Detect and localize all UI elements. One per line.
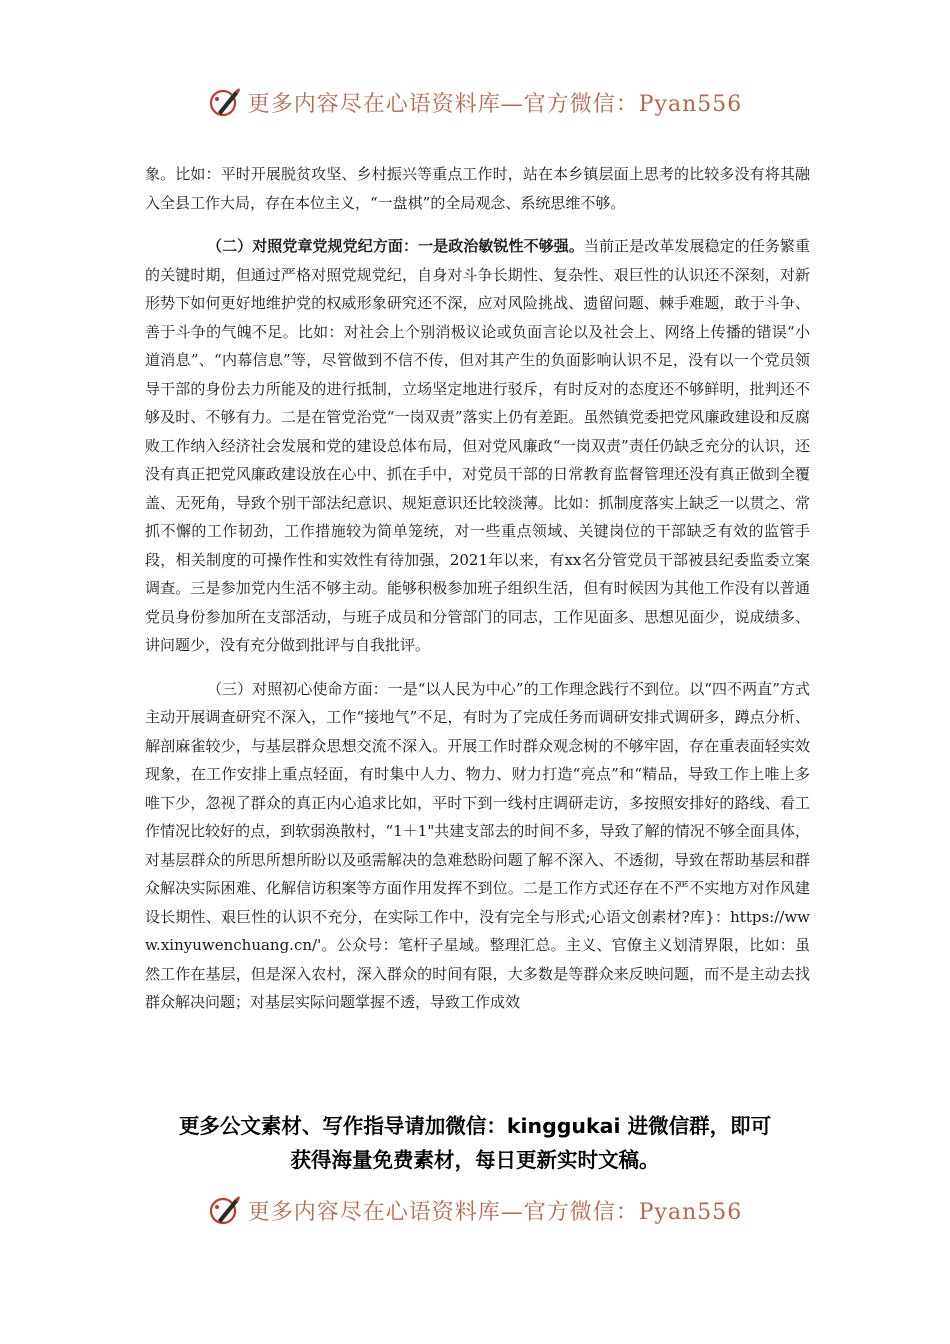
pen-logo-icon — [208, 85, 242, 119]
footer-banner — [0, 1188, 950, 1232]
header-banner-text: 更多内容尽在心语资料库—官方微信：Pyan556 — [247, 91, 743, 117]
paragraph-2-heading: （二）对照党章党规党纪方面：一是政治敏锐性不够强。 — [207, 237, 584, 255]
footer-banner-text: 更多内容尽在心语资料库—官方微信：Pyan556 — [247, 1199, 743, 1225]
document-body — [145, 160, 810, 1017]
paragraph-3: （三）对照初心使命方面：一是“以人民为中心”的工作理念践行不到位。以“四不两直”方式主动开展调查研究不深入，工作“接地气”不足，有时为了完成任务而调研安排式调研多，蹲点分析、解剖麻雀较少，与基层群众思想交流不深入。开展工作时群众观念树的不够牢固，存在重表面轻实效现象，在工作安排上重点轻面，有时集中人力、物力、财力打造“亮点”和“精品，导致工作上唯上多唯下少，忽视了群众的真正内心追求比如，平时下到一线村庄调研走访，多按照安排好的路线、看工作情况比较好的点，到软弱涣散村，“1＋1"共建支部去的时间不多，导致了解的情况不够全面具体，对基层群众的所思所想所盼以及亟需解决的急难愁盼问题了解不深入、不透彻，导致在帮助基层和群众解决实际困难、化解信访积案等方面作用发挥不到位。二是工作方式还存在不严不实地方对作风建设长期性、艰巨性的认识不充分，在实际工作中，没有完全与形式;心语文创素材?库}：https://www.xinyuwenchuang.cn/'。公众号：笔杆子星域。整理汇总。主义、官僚主义划清界限，比如：虽然工作在基层，但是深入农村，深入群众的时间有限，大多数是等群众来反映问题，而不是主动去找群众解决问题；对基层实际问题掌握不透，导致工作成效 — [145, 679, 810, 1011]
promo-line-1: 更多公文素材、写作指导请加微信：kinggukai 进微信群，即可 — [178, 1114, 772, 1138]
pen-logo-icon — [208, 1193, 242, 1227]
paragraph-2 — [145, 232, 810, 660]
paragraph-2-body: 当前正是改革发展稳定的任务繁重的关键时期，但通过严格对照党规党纪，自身对斗争长期性、复杂性、艰巨性的认识还不深刻，对新形势下如何更好地维护党的权威形象研究还不深，应对风险挑战、遗留问题、棘手难题，敢于斗争、善于斗争的气魄不足。比如：对社会上个别消极议论或负面言论以及社会上、网络上传播的错误“小道消息”、“内幕信息”等，尽管做到不信不传，但对其产生的负面影响认识不足，没有以一个党员领导干部的身份去力所能及的进行抵制，立场坚定地进行驳斥，有时反对的态度还不够鲜明，批判还不够及时、不够有力。二是在管党治党“一岗双责”落实上仍有差距。虽然镇党委把党风廉政建设和反腐败工作纳入经济社会发展和党的建设总体布局，但对党风廉政“一岗双责”责任仍缺乏充分的认识，还没有真正把党风廉政建设放在心中、抓在手中，对党员干部的日常教育监督管理还没有真正做到全覆盖、无死角，导致个别干部法纪意识、规矩意识还比较淡薄。比如：抓制度落实上缺乏一以贯之、常抓不懈的工作韧劲，工作措施较为简单笼统，对一些重点领域、关键岗位的干部缺乏有效的监管手段，相关制度的可操作性和实效性有待加强，2021年以来，有xx名分管党员干部被县纪委监委立案调查。三是参加党内生活不够主动。能够积极参加班子组织生活，但有时候因为其他工作没有以普通党员身份参加所在支部活动，与班子成员和分管部门的同志，工作见面多、思想见面少，说成绩多、讲问题少，没有充分做到批评与自我批评。 — [145, 237, 810, 654]
promo-line-2: 获得海量免费素材，每日更新实时文稿。 — [290, 1148, 660, 1172]
promo-notice — [120, 1109, 830, 1177]
paragraph-1: 象。比如：平时开展脱贫攻坚、乡村振兴等重点工作时，站在本乡镇层面上思考的比较多没有将其融入全县工作大局，存在本位主义，“一盘棋”的全局观念、系统思维不够。 — [145, 165, 810, 212]
header-banner — [0, 80, 950, 124]
